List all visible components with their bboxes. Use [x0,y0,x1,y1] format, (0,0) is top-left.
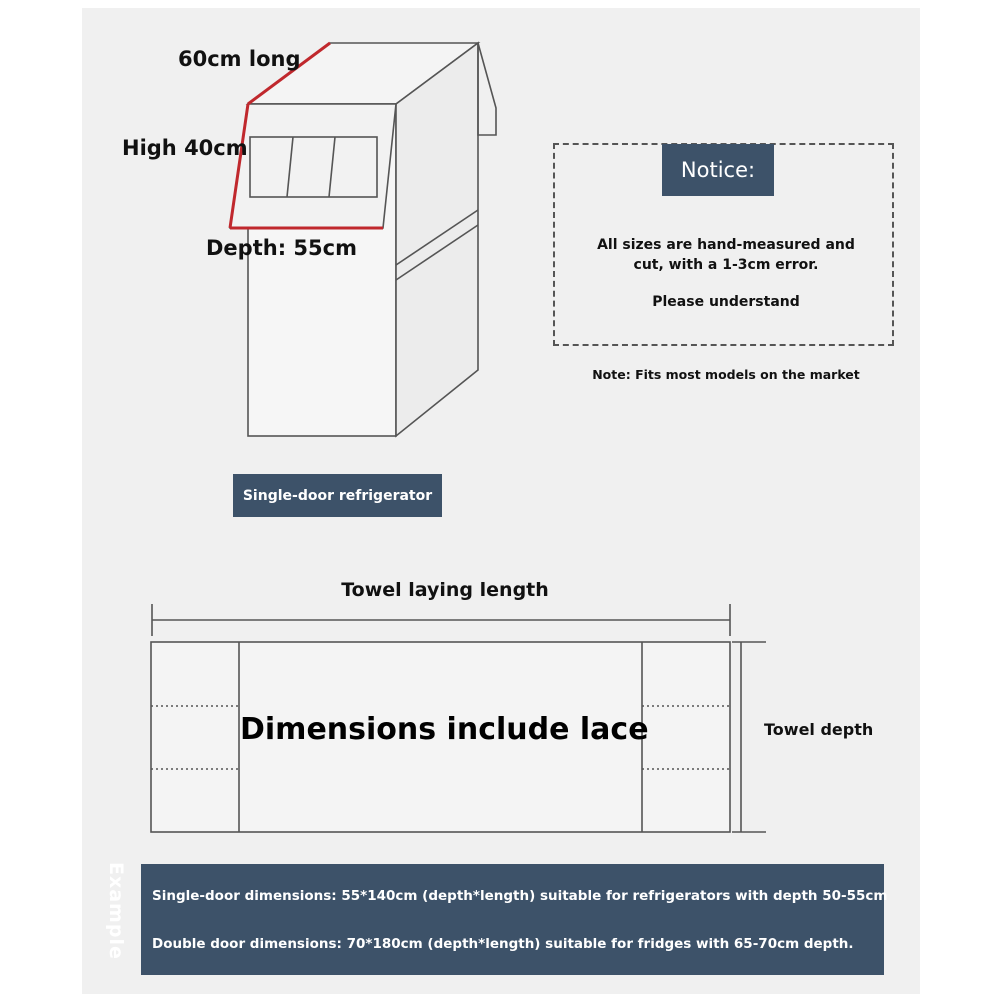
fridge-type-tag: Single-door refrigerator [233,474,442,517]
towel-depth-label: Towel depth [764,720,874,739]
notice-line-2: cut, with a 1-3cm error. [633,257,819,273]
towel-length-label: Towel laying length [341,579,549,601]
example-single-door: Single-door dimensions: 55*140cm (depth*length) suitable for refrigerators with depth 50-55cm [152,888,888,904]
notice-note: Note: Fits most models on the market [592,367,860,382]
example-double-door: Double door dimensions: 70*180cm (depth*length) suitable for fridges with 65-70cm depth. [152,936,854,952]
length-label: 60cm long [178,47,301,71]
notice-title: Notice: [662,144,774,196]
depth-label: Depth: 55cm [206,236,357,260]
example-band [141,864,884,975]
towel-center-text: Dimensions include lace [240,712,649,747]
example-word: Example [105,862,127,960]
height-label: High 40cm [122,136,248,160]
notice-line-1: All sizes are hand-measured and [597,237,855,253]
notice-line-3: Please understand [652,294,800,310]
